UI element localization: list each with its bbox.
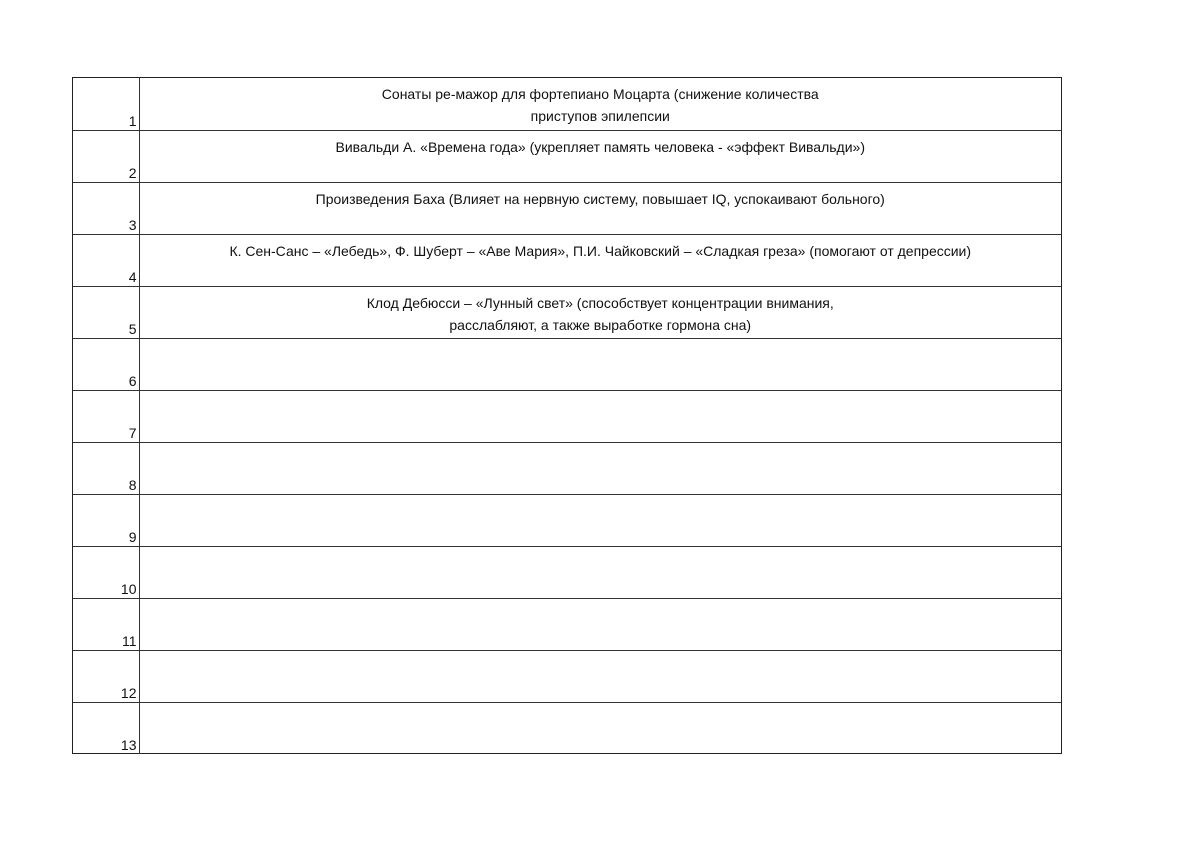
row-description bbox=[139, 78, 1061, 130]
row-description bbox=[139, 390, 1061, 442]
table-row bbox=[73, 182, 1061, 234]
row-number: 3 bbox=[73, 182, 139, 234]
description-line: Клод Дебюсси – «Лунный свет» (способствует концентрации внимания, bbox=[366, 294, 834, 311]
table-row bbox=[73, 286, 1061, 338]
row-number: 11 bbox=[73, 598, 139, 650]
row-number: 4 bbox=[73, 234, 139, 286]
row-description bbox=[139, 494, 1061, 546]
row-number: 8 bbox=[73, 442, 139, 494]
description-line: приступов эпилепсии bbox=[530, 108, 670, 124]
table-row bbox=[73, 598, 1061, 650]
row-description bbox=[139, 130, 1061, 182]
table-row bbox=[73, 702, 1061, 754]
description-line: расслабляют, а также выработке гормона сна) bbox=[449, 316, 752, 333]
row-description bbox=[139, 286, 1061, 338]
row-number: 13 bbox=[73, 702, 139, 754]
table-row bbox=[73, 234, 1061, 286]
table-row bbox=[73, 130, 1061, 182]
music-therapy-table bbox=[73, 78, 1061, 754]
document-table-frame bbox=[72, 77, 1062, 754]
row-description bbox=[139, 182, 1061, 234]
row-number: 1 bbox=[73, 78, 139, 130]
row-number: 5 bbox=[73, 286, 139, 338]
row-description bbox=[139, 702, 1061, 754]
description-line: Вивальди А. «Времена года» (укрепляет память человека - «эффект Вивальди») bbox=[335, 138, 865, 155]
table-row bbox=[73, 338, 1061, 390]
row-number: 6 bbox=[73, 338, 139, 390]
table-row bbox=[73, 78, 1061, 130]
row-description bbox=[139, 546, 1061, 598]
row-description bbox=[139, 234, 1061, 286]
row-number: 10 bbox=[73, 546, 139, 598]
table-row bbox=[73, 546, 1061, 598]
row-description bbox=[139, 598, 1061, 650]
table-row bbox=[73, 390, 1061, 442]
row-number: 9 bbox=[73, 494, 139, 546]
table-row bbox=[73, 650, 1061, 702]
table-row bbox=[73, 494, 1061, 546]
row-description bbox=[139, 338, 1061, 390]
row-description bbox=[139, 650, 1061, 702]
row-number: 12 bbox=[73, 650, 139, 702]
description-line: Произведения Баха (Влияет на нервную систему, повышает IQ, успокаивают больного) bbox=[315, 190, 885, 207]
table-row bbox=[73, 442, 1061, 494]
row-description bbox=[139, 442, 1061, 494]
description-line: Сонаты ре-мажор для фортепиано Моцарта (снижение количества bbox=[381, 86, 819, 102]
row-number: 7 bbox=[73, 390, 139, 442]
row-number: 2 bbox=[73, 130, 139, 182]
description-line: К. Сен-Санс – «Лебедь», Ф. Шуберт – «Аве Мария», П.И. Чайковский – «Сладкая греза» (помогают от депрессии) bbox=[229, 242, 972, 259]
